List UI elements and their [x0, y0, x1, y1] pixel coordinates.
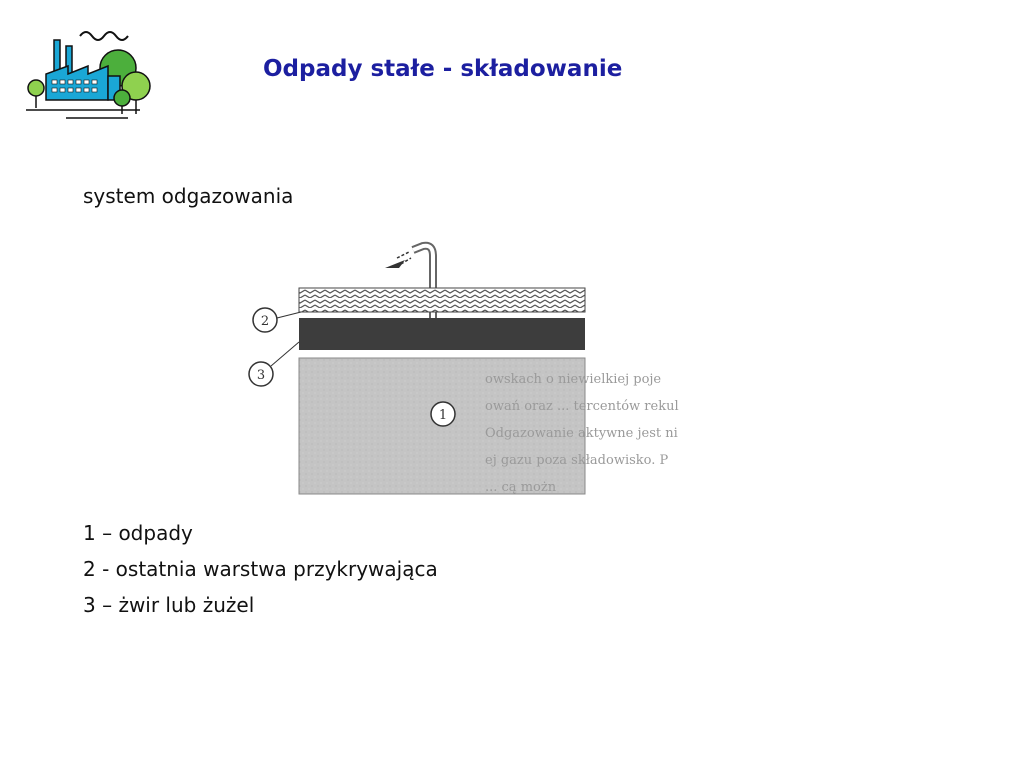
svg-text:Odgazowanie aktywne jest ni: Odgazowanie aktywne jest ni [485, 426, 678, 441]
slide-title: Odpady stałe - składowanie [263, 56, 623, 82]
cover-layer [299, 288, 585, 312]
legend-item-1: 1 – odpady [83, 521, 193, 545]
landfill-degassing-diagram [245, 238, 679, 498]
legend-item-3: 3 – żwir lub żużel [83, 593, 255, 617]
svg-text:owskach o niewielkiej poje: owskach o niewielkiej poje [485, 372, 662, 387]
svg-text:2: 2 [260, 314, 270, 329]
marker-3 [249, 342, 299, 386]
slide-subtitle: system odgazowania [83, 184, 294, 208]
gravel-layer [299, 318, 585, 350]
factory-logo-icon [22, 22, 162, 124]
svg-text:ej gazu poza składowisko. P: ej gazu poza składowisko. P [485, 453, 669, 468]
svg-text:1: 1 [438, 408, 448, 423]
marker-2 [253, 308, 301, 332]
legend [83, 515, 438, 623]
marker-1 [431, 402, 455, 426]
svg-text:owań oraz ... tercentów rekul: owań oraz ... tercentów rekul [485, 399, 679, 414]
legend-item-2: 2 - ostatnia warstwa przykrywająca [83, 557, 438, 581]
svg-text:3: 3 [256, 368, 266, 383]
svg-text:... cą możn: ... cą możn [485, 480, 557, 495]
gas-arrow-icon [385, 252, 411, 268]
